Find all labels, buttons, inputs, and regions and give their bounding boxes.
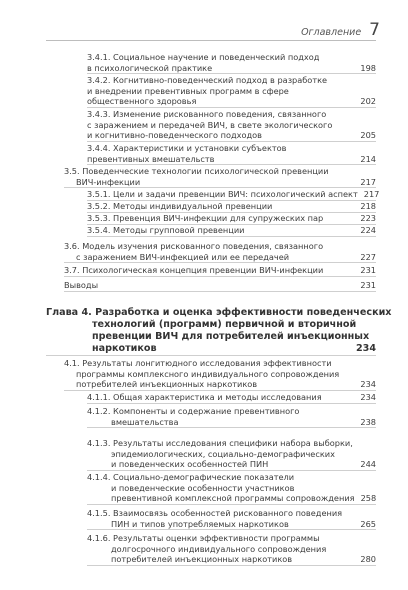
entry-text: наркотиков (92, 343, 157, 354)
entry-page: 258 (360, 493, 377, 503)
entry-text: и внедрении превентивных программ в сфере (87, 85, 289, 96)
toc-entry-3-4-2 (87, 75, 376, 108)
entry-text: превентивных вмешательств (87, 153, 215, 164)
toc-chapter-4 (46, 307, 392, 356)
entry-text: 3.4.3. Изменение рискованного поведения, связанного (87, 109, 327, 119)
entry-text: превентивной комплексной программы сопровождения (111, 493, 355, 503)
entry-text: 3.6. Модель изучения рискованного поведения, связанного (64, 241, 324, 251)
entry-text: с заражением и передачей ВИЧ, в свете экологического (87, 119, 333, 130)
entry-text: потребителей инъекционных наркотиков (76, 379, 258, 389)
entry-page: 224 (360, 225, 376, 235)
toc-entry-4-1-4 (87, 472, 376, 505)
toc-entry-conclusions (64, 280, 376, 292)
toc-entry-4-1-2 (87, 406, 376, 428)
entry-text: 3.5.2. Методы индивидуальной превенции (87, 201, 273, 211)
entry-text: 3.5.3. Превенция ВИЧ-инфекции для супружеских пар (87, 213, 324, 223)
entry-page: 202 (360, 96, 376, 106)
toc-entry-3-5-4 (87, 225, 376, 237)
entry-page: 265 (360, 518, 376, 529)
entry-text: эпидемиологических, социально-демографических (111, 448, 335, 459)
entry-text: Глава 4. Разработка и оценка эффективности поведенческих (46, 307, 392, 318)
entry-page: 280 (360, 554, 376, 564)
toc-entry-4-1-3 (87, 438, 376, 471)
entry-text: 3.7. Психологическая концепция превенции ВИЧ-инфекции (64, 265, 324, 275)
entry-text: с заражением ВИЧ-инфекцией или ее передачей (76, 251, 290, 262)
entry-text: ПИН и типов употребляемых наркотиков (111, 518, 289, 529)
entry-page: 205 (360, 130, 376, 140)
entry-page: 234 (360, 392, 376, 402)
toc-entry-3-5 (64, 166, 376, 188)
entry-text: потребителей инъекционных наркотиков (111, 554, 293, 564)
entry-text: технологий (программ) первичной и вторичной (92, 319, 357, 330)
page-number: 7 (369, 20, 380, 40)
entry-text: 4.1.3. Результаты исследования специфики набора выборки, (87, 438, 353, 448)
section-title: Оглавление (301, 27, 362, 38)
entry-text: и поведенческие особенности участников (111, 482, 295, 493)
running-header (301, 20, 380, 40)
toc-entry-3-4-1 (87, 52, 376, 74)
toc-entry-3-6 (64, 241, 376, 263)
entry-text: превенции ВИЧ для потребителей инъекционных (92, 331, 370, 342)
entry-text: 4.1.2. Компоненты и содержание превентивного (87, 406, 300, 416)
entry-page: 217 (363, 189, 380, 199)
entry-page: 244 (360, 459, 376, 469)
entry-page: 238 (360, 416, 376, 427)
entry-page: 234 (360, 379, 376, 389)
toc-entry-3-4-3 (87, 109, 376, 142)
header-rule (46, 40, 376, 41)
entry-page: 198 (360, 62, 376, 73)
entry-page: 227 (360, 251, 376, 262)
entry-text: вмешательства (111, 416, 179, 427)
toc-entry-4-1-1 (87, 392, 376, 404)
entry-text: в психологической практике (87, 62, 213, 73)
entry-text: 4.1.6. Результаты оценки эффективности программы (87, 533, 320, 543)
entry-text: 4.1.4. Социально-демографические показатели (87, 472, 295, 482)
entry-text: 3.5. Поведенческие технологии психологической превенции (64, 166, 329, 176)
entry-text: и когнитивно-поведенческого подходов (87, 130, 262, 140)
toc-entry-4-1-5 (87, 508, 376, 530)
entry-text: 4.1.5. Взаимосвязь особенностей рискованного поведения (87, 508, 343, 518)
entry-page: 218 (360, 201, 376, 211)
toc-entry-3-5-2 (87, 201, 376, 213)
entry-page: 231 (360, 265, 376, 275)
entry-text: 3.4.1. Социальное научение и поведенческий подход (87, 52, 320, 62)
entry-text: и поведенческих особенностей ПИН (111, 459, 269, 469)
toc-entry-3-4-4 (87, 143, 376, 165)
entry-text: долгосрочного индивидуального сопровождения (111, 543, 327, 554)
toc-entry-3-5-3 (87, 213, 376, 225)
entry-page: 223 (360, 213, 376, 223)
entry-text: 3.5.1. Цели и задачи превенции ВИЧ: психологический аспект (87, 189, 358, 199)
toc-entry-3-5-1 (87, 189, 380, 201)
entry-text: ВИЧ-инфекции (76, 176, 141, 187)
entry-text: 4.1.1. Общая характеристика и методы исследования (87, 392, 322, 402)
entry-text: общественного здоровья (87, 96, 197, 106)
entry-text: 3.4.4. Характеристики и установки субъектов (87, 143, 287, 153)
entry-page: 231 (360, 280, 376, 290)
entry-page: 217 (360, 176, 376, 187)
entry-text: программы комплексного индивидуального сопровождения (76, 368, 340, 379)
entry-text: 3.4.2. Когнитивно-поведенческий подход в разработке (87, 75, 328, 85)
entry-page: 234 (355, 343, 376, 354)
toc-entry-4-1 (64, 358, 376, 391)
entry-page: 214 (360, 153, 376, 164)
entry-text: 4.1. Результаты лонгитюдного исследования эффективности (64, 358, 332, 368)
entry-text: Выводы (64, 280, 99, 290)
toc-entry-3-7 (64, 265, 376, 277)
toc-entry-4-1-6 (87, 533, 376, 566)
entry-text: 3.5.4. Методы групповой превенции (87, 225, 245, 235)
